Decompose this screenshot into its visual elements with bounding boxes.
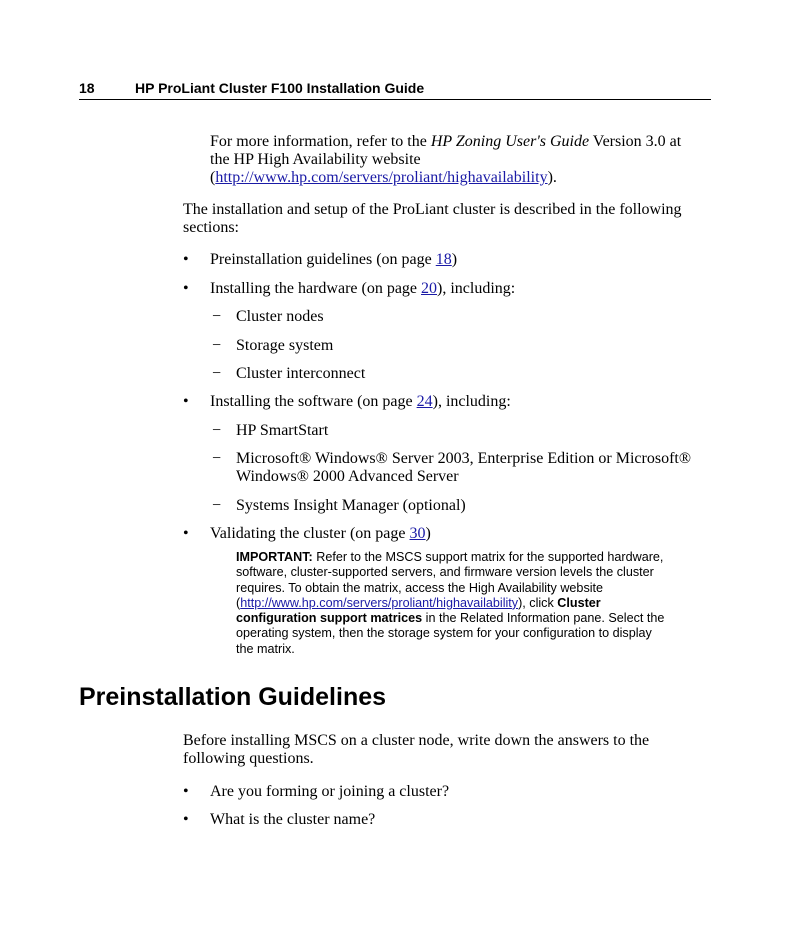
text: Version 3.0 at the HP High Availability website xyxy=(210,133,682,168)
bullet-icon: • xyxy=(183,783,189,800)
sub-list-item: Storage system xyxy=(236,337,334,354)
bullet-icon: • xyxy=(183,251,189,268)
text: Installing the software (on page xyxy=(210,393,417,410)
guide-title: HP Zoning User's Guide xyxy=(430,133,590,150)
page-number: 18 xyxy=(79,80,95,96)
dash-icon: − xyxy=(212,450,222,467)
list-item xyxy=(210,280,515,298)
bullet-icon: • xyxy=(183,280,189,297)
dash-icon: − xyxy=(212,497,222,514)
setup-paragraph: The installation and setup of the ProLiant cluster is described in the following sections: xyxy=(183,201,682,236)
section-paragraph: Before installing MSCS on a cluster node, write down the answers to the following questions. xyxy=(183,732,650,767)
text: ), click xyxy=(518,595,558,610)
text: Installing the hardware (on page xyxy=(210,280,422,297)
text: Refer to the MSCS support matrix for the supported hardware, software, cluster-supported servers, and firmware version levels the cluster requires. To obtain the matrix, access the High Availability website ( xyxy=(236,550,664,610)
dash-icon: − xyxy=(212,365,222,382)
page-link-30[interactable]: 30 xyxy=(409,525,426,542)
text: ), including: xyxy=(437,280,516,297)
dash-icon: − xyxy=(212,422,222,439)
important-label: IMPORTANT: xyxy=(236,550,313,564)
text: ) xyxy=(451,251,458,268)
text: For more information, refer to the xyxy=(210,133,431,150)
list-item xyxy=(210,251,457,269)
list-item: Are you forming or joining a cluster? xyxy=(210,783,450,800)
text: Preinstallation guidelines (on page xyxy=(210,251,436,268)
bullet-icon: • xyxy=(183,811,189,828)
sub-list-item: Systems Insight Manager (optional) xyxy=(236,497,466,514)
ha-matrix-link[interactable]: http://www.hp.com/servers/proliant/highavailability xyxy=(240,595,519,610)
section-heading: Preinstallation Guidelines xyxy=(79,683,387,711)
page-link-24[interactable]: 24 xyxy=(416,393,433,410)
text: ), including: xyxy=(432,393,511,410)
sub-list-item: Microsoft® Windows® Server 2003, Enterprise Edition or Microsoft® Windows® 2000 Advanced Server xyxy=(236,450,692,485)
sub-list-item: Cluster interconnect xyxy=(236,365,366,382)
text: ( xyxy=(210,169,216,186)
text: ) xyxy=(425,525,431,542)
text: Validating the cluster (on page xyxy=(210,525,410,542)
text: in the Related Information pane. Select the operating system, then the storage system for your configuration to display the matrix. xyxy=(236,611,665,656)
header-title: HP ProLiant Cluster F100 Installation Guide xyxy=(135,80,425,96)
dash-icon: − xyxy=(212,308,222,325)
page-link-20[interactable]: 20 xyxy=(421,280,438,297)
list-item xyxy=(210,393,511,411)
page-link-18[interactable]: 18 xyxy=(435,251,452,268)
intro-paragraph xyxy=(210,133,700,187)
bullet-icon: • xyxy=(183,525,189,542)
sub-list-item: Cluster nodes xyxy=(236,308,324,325)
text: ). xyxy=(547,169,557,186)
sub-list-item: HP SmartStart xyxy=(236,422,329,439)
dash-icon: − xyxy=(212,337,222,354)
page-header xyxy=(79,80,711,100)
list-item: What is the cluster name? xyxy=(210,811,376,828)
matrix-link-label: Cluster configuration support matrices xyxy=(236,595,601,626)
bullet-icon: • xyxy=(183,393,189,410)
ha-website-link[interactable]: http://www.hp.com/servers/proliant/highavailability xyxy=(215,169,548,186)
important-note xyxy=(236,550,666,657)
list-item xyxy=(210,525,431,543)
